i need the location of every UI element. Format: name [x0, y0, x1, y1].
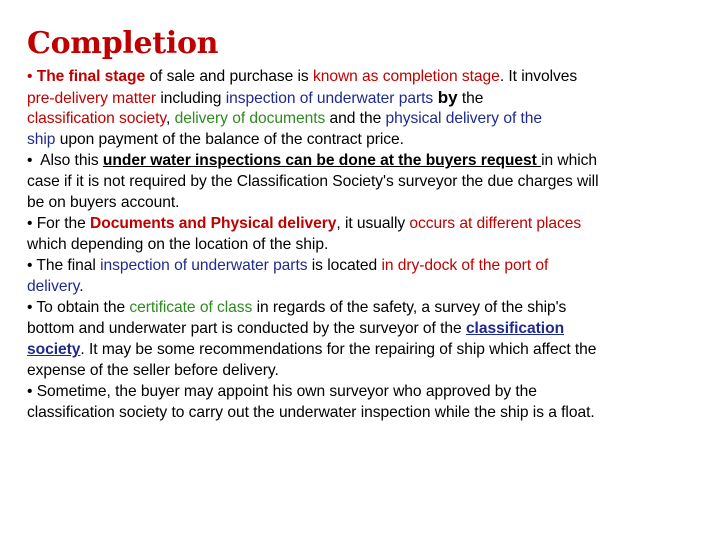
text-line — [27, 255, 697, 276]
highlight-inspection: inspection of underwater parts — [225, 90, 434, 107]
bullet: • — [27, 215, 33, 232]
text-run: To obtain the — [32, 299, 130, 316]
text-run: of sale and purchase is — [145, 68, 313, 85]
text-run: in which — [541, 152, 598, 169]
highlight-underwater-request: under water inspections can be done at the buyers request — [102, 152, 542, 169]
text-run: and the — [325, 110, 386, 127]
highlight-inspection-parts: inspection of underwater parts — [100, 257, 308, 274]
slide-body — [27, 66, 697, 423]
text-line — [27, 234, 697, 255]
highlight-society: society — [27, 341, 81, 358]
text-line — [27, 171, 697, 192]
highlight-classification: classification — [465, 320, 565, 337]
highlight-certificate-of-class: certificate of class — [129, 299, 253, 316]
text-run: . It involves — [499, 68, 578, 85]
text-line — [27, 213, 697, 234]
text-run: Also this — [32, 152, 103, 169]
text-line — [27, 150, 697, 171]
text-line — [27, 360, 697, 381]
highlight-documents-physical: Documents and Physical delivery — [90, 215, 337, 232]
bullet: • — [27, 68, 33, 85]
highlight-physical-delivery: physical delivery of the — [385, 110, 543, 127]
text-line — [27, 192, 697, 213]
text-line — [27, 276, 697, 297]
text-line — [27, 402, 697, 423]
bullet: • — [27, 299, 33, 316]
text-run: expense of the seller before delivery. — [27, 362, 279, 379]
text-run: upon payment of the balance of the contract price. — [55, 131, 404, 148]
bullet: • — [27, 383, 33, 400]
text-run: by — [433, 88, 458, 107]
text-run: is located — [307, 257, 382, 274]
highlight-dry-dock: in dry-dock of the port of — [381, 257, 549, 274]
highlight-ship: ship — [27, 131, 56, 148]
text-line — [27, 381, 697, 402]
text-line — [27, 108, 697, 129]
slide-title: Completion — [27, 26, 219, 61]
text-line — [27, 297, 697, 318]
bullet: • — [27, 257, 33, 274]
text-run: , it usually — [336, 215, 410, 232]
text-run: which depending on the location of the ship. — [27, 236, 329, 253]
text-line — [27, 129, 697, 150]
text-run: The final — [32, 257, 101, 274]
text-run: bottom and underwater part is conducted by the surveyor of the — [27, 320, 466, 337]
highlight-delivery-of-documents: delivery of documents — [174, 110, 326, 127]
highlight-completion-stage: known as completion stage — [312, 68, 500, 85]
text-line — [27, 66, 697, 87]
text-run: including — [156, 90, 226, 107]
highlight-final-stage: The final stage — [36, 68, 146, 85]
text-run: classification society to carry out the underwater inspection while the ship is a float. — [27, 404, 595, 421]
highlight-classification-society: classification society — [27, 110, 167, 127]
highlight-different-places: occurs at different places — [409, 215, 582, 232]
text-run: be on buyers account. — [27, 194, 180, 211]
text-line — [27, 87, 697, 108]
text-run: . — [79, 278, 84, 295]
text-run: Sometime, the buyer may appoint his own surveyor who approved by the — [32, 383, 537, 400]
text-line — [27, 339, 697, 360]
text-line — [27, 318, 697, 339]
text-run: . It may be some recommendations for the repairing of ship which affect the — [80, 341, 597, 358]
highlight-pre-delivery: pre-delivery matter — [27, 90, 157, 107]
highlight-delivery: delivery — [27, 278, 80, 295]
text-run: in regards of the safety, a survey of the ship's — [252, 299, 567, 316]
text-run: the — [457, 90, 484, 107]
text-run: For the — [32, 215, 91, 232]
text-run: case if it is not required by the Classification Society's surveyor the due charges will — [27, 173, 599, 190]
bullet: • — [27, 152, 33, 169]
text-run: , — [166, 110, 175, 127]
